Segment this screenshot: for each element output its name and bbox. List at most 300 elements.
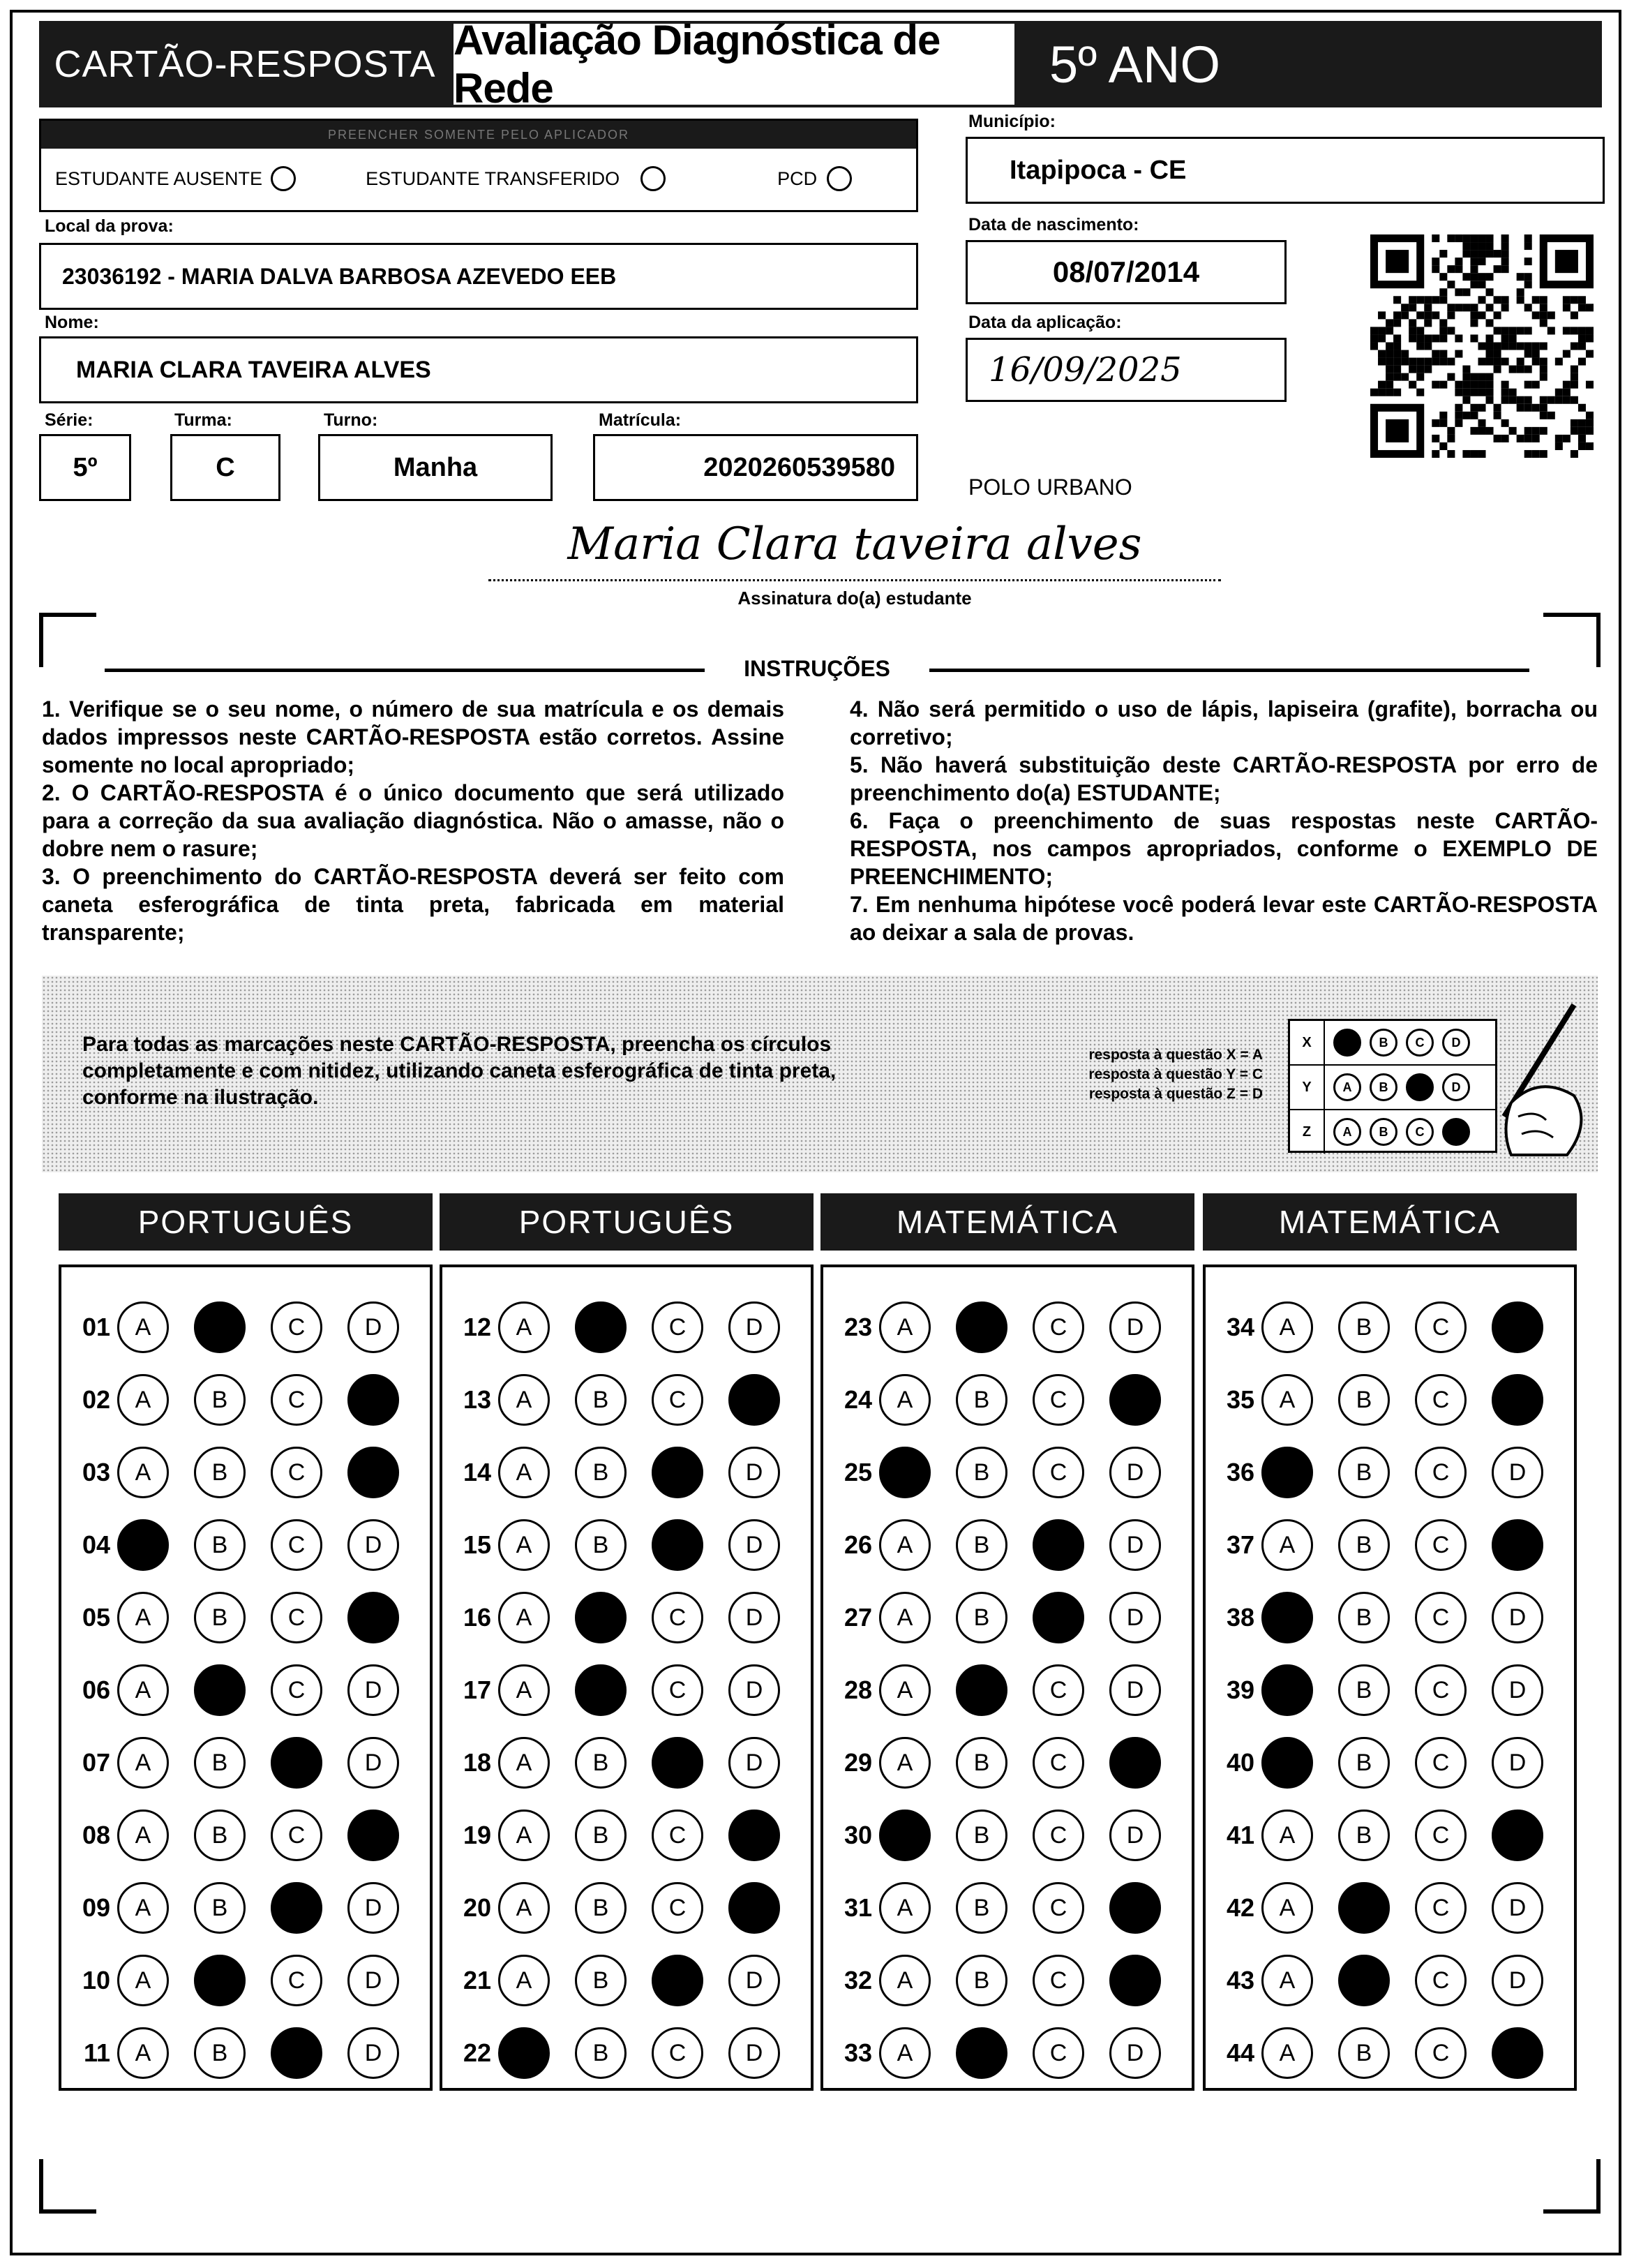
question-number: 18 xyxy=(463,1748,491,1777)
answer-column xyxy=(59,1264,433,2091)
question-row xyxy=(61,1661,424,1719)
subject-header: PORTUGUÊS xyxy=(440,1193,814,1251)
question-number: 40 xyxy=(1226,1748,1254,1777)
answer-bubble-c[interactable]: C xyxy=(652,1810,703,1861)
transferred-label: ESTUDANTE TRANSFERIDO xyxy=(366,167,620,189)
question-row xyxy=(442,1516,805,1574)
answer-bubble-b[interactable]: B xyxy=(194,1810,246,1861)
example-row xyxy=(1290,1110,1495,1154)
example-row-label: Y xyxy=(1290,1066,1325,1109)
answer-bubble-a[interactable]: A xyxy=(498,1592,550,1643)
name-field: MARIA CLARA TAVEIRA ALVES xyxy=(39,336,918,403)
answer-bubble-c[interactable]: C xyxy=(271,1374,322,1426)
answer-bubble-c[interactable]: C xyxy=(271,1301,322,1353)
answer-bubble-b[interactable]: B xyxy=(194,2027,246,2079)
nascimento-field: 08/07/2014 xyxy=(966,240,1287,304)
answer-bubble-a[interactable] xyxy=(1261,1664,1313,1716)
answer-bubble-c[interactable]: C xyxy=(652,2027,703,2079)
example-row-label: Z xyxy=(1290,1110,1325,1154)
question-number: 29 xyxy=(844,1748,872,1777)
question-row xyxy=(823,1951,1186,2010)
answer-bubble-c[interactable]: C xyxy=(1415,2027,1467,2079)
transferred-checkbox[interactable] xyxy=(640,166,666,191)
instruction-item: 7. Em nenhuma hipótese você poderá levar este CARTÃO-RESPOSTA ao deixar a sala de provas. xyxy=(850,892,1598,945)
answer-bubble-c[interactable] xyxy=(652,1737,703,1789)
question-row xyxy=(61,2024,424,2082)
answer-bubble-c[interactable]: C xyxy=(271,1519,322,1571)
question-row xyxy=(823,1443,1186,1502)
answer-bubble-b[interactable]: B xyxy=(575,1810,627,1861)
exam-title: Avaliação Diagnóstica de Rede xyxy=(451,21,1017,107)
answer-bubble-a[interactable]: A xyxy=(498,1810,550,1861)
answer-bubble-b[interactable]: B xyxy=(575,1737,627,1789)
answer-bubble-c[interactable]: C xyxy=(1033,1737,1084,1789)
answer-bubble-d[interactable]: D xyxy=(728,1664,780,1716)
instructions-rule-right xyxy=(929,669,1529,672)
answer-bubble-a[interactable] xyxy=(498,2027,550,2079)
answer-bubble-a[interactable]: A xyxy=(498,1447,550,1498)
question-row xyxy=(823,1733,1186,1792)
answer-bubble-d[interactable] xyxy=(1492,1810,1543,1861)
answer-bubble-d[interactable] xyxy=(347,1374,399,1426)
answer-bubble-b[interactable] xyxy=(1338,1882,1390,1934)
answer-bubble-c[interactable]: C xyxy=(271,1447,322,1498)
answer-bubble-c[interactable]: C xyxy=(271,1810,322,1861)
answer-bubble-a[interactable]: A xyxy=(1261,1301,1313,1353)
answer-bubble-c[interactable]: C xyxy=(1033,1447,1084,1498)
answer-bubble-a[interactable]: A xyxy=(1261,1882,1313,1934)
answer-bubble-b[interactable]: B xyxy=(194,1737,246,1789)
answer-bubble-d[interactable]: D xyxy=(728,2027,780,2079)
answer-bubble-d[interactable] xyxy=(1109,1882,1161,1934)
answer-bubble-d[interactable] xyxy=(728,1810,780,1861)
signature-caption: Assinatura do(a) estudante xyxy=(737,588,972,609)
example-bubble-b: B xyxy=(1370,1073,1397,1101)
answer-bubble-b[interactable]: B xyxy=(575,1447,627,1498)
question-number: 30 xyxy=(844,1821,872,1849)
answer-bubble-d[interactable]: D xyxy=(347,1955,399,2006)
answer-bubble-b[interactable]: B xyxy=(1338,1664,1390,1716)
answer-bubble-d[interactable]: D xyxy=(1492,1737,1543,1789)
answer-bubble-a[interactable]: A xyxy=(117,1955,169,2006)
question-number: 32 xyxy=(844,1966,872,1994)
question-row xyxy=(61,1516,424,1574)
answer-bubble-c[interactable]: C xyxy=(1415,1447,1467,1498)
answer-bubble-d[interactable]: D xyxy=(1109,2027,1161,2079)
example-bubble-c: C xyxy=(1406,1029,1434,1057)
card-title: CARTÃO-RESPOSTA xyxy=(39,21,451,107)
answer-bubble-c[interactable]: C xyxy=(652,1882,703,1934)
answer-bubble-a[interactable]: A xyxy=(879,1882,931,1934)
answer-bubble-d[interactable]: D xyxy=(1109,1664,1161,1716)
question-number: 15 xyxy=(463,1530,491,1559)
answer-bubble-b[interactable]: B xyxy=(1338,1810,1390,1861)
nascimento-label: Data de nascimento: xyxy=(968,215,1139,234)
question-number: 03 xyxy=(82,1458,110,1486)
answer-bubble-c[interactable]: C xyxy=(1033,1301,1084,1353)
answer-bubble-a[interactable]: A xyxy=(1261,1810,1313,1861)
question-number: 02 xyxy=(82,1385,110,1414)
answer-bubble-c[interactable]: C xyxy=(1033,2027,1084,2079)
answer-bubble-a[interactable] xyxy=(879,1447,931,1498)
answer-bubble-c[interactable]: C xyxy=(1415,1737,1467,1789)
example-bubble-d xyxy=(1442,1118,1470,1146)
question-number: 23 xyxy=(844,1313,872,1341)
answer-bubble-a[interactable] xyxy=(117,1519,169,1571)
answer-bubble-c[interactable]: C xyxy=(652,1374,703,1426)
answer-bubble-a[interactable]: A xyxy=(117,1374,169,1426)
answer-bubble-d[interactable]: D xyxy=(347,1664,399,1716)
question-row xyxy=(1206,1951,1568,2010)
answer-bubble-a[interactable] xyxy=(1261,1447,1313,1498)
answer-bubble-b[interactable]: B xyxy=(194,1592,246,1643)
question-row xyxy=(61,1733,424,1792)
question-number: 01 xyxy=(82,1313,110,1341)
question-row xyxy=(1206,2024,1568,2082)
answer-bubble-d[interactable]: D xyxy=(728,1447,780,1498)
answer-bubble-b[interactable]: B xyxy=(575,1882,627,1934)
answer-bubble-a[interactable]: A xyxy=(117,2027,169,2079)
example-bubble-b: B xyxy=(1370,1118,1397,1146)
answer-bubble-a[interactable]: A xyxy=(879,1955,931,2006)
answer-bubble-a[interactable]: A xyxy=(879,1519,931,1571)
question-row xyxy=(61,1879,424,1937)
answer-bubble-a[interactable]: A xyxy=(498,1737,550,1789)
status-box xyxy=(39,119,918,212)
question-number: 12 xyxy=(463,1313,491,1341)
question-row xyxy=(61,1443,424,1502)
answer-bubble-b[interactable] xyxy=(1338,1955,1390,2006)
subject-header: MATEMÁTICA xyxy=(1203,1193,1577,1251)
example-bubble-c: C xyxy=(1406,1118,1434,1146)
answer-bubble-c[interactable]: C xyxy=(1033,1882,1084,1934)
answer-bubble-b[interactable]: B xyxy=(956,1447,1007,1498)
answer-bubble-a[interactable]: A xyxy=(879,1737,931,1789)
answer-bubble-b[interactable]: B xyxy=(194,1519,246,1571)
answer-column xyxy=(440,1264,814,2091)
pen-hand-illustration xyxy=(1497,998,1595,1158)
answer-bubble-c[interactable]: C xyxy=(1415,1664,1467,1716)
question-number: 19 xyxy=(463,1821,491,1849)
answer-bubble-d[interactable]: D xyxy=(1109,1519,1161,1571)
answer-bubble-d[interactable]: D xyxy=(1492,1882,1543,1934)
answer-column xyxy=(1203,1264,1577,2091)
aplicacao-field: 16/09/2025 xyxy=(966,338,1287,402)
instruction-item: 4. Não será permitido o uso de lápis, lapiseira (grafite), borracha ou corretivo; xyxy=(850,696,1598,749)
example-row-label: X xyxy=(1290,1021,1325,1064)
question-number: 04 xyxy=(82,1530,110,1559)
question-number: 26 xyxy=(844,1530,872,1559)
matricula-field: 2020260539580 xyxy=(593,434,918,501)
answer-bubble-c[interactable]: C xyxy=(652,1664,703,1716)
question-number: 38 xyxy=(1226,1603,1254,1632)
answer-bubble-a[interactable]: A xyxy=(117,1737,169,1789)
corner-mark-top-right xyxy=(1543,613,1601,667)
answer-bubble-c[interactable] xyxy=(1033,1592,1084,1643)
answer-bubble-d[interactable]: D xyxy=(1109,1810,1161,1861)
question-number: 07 xyxy=(82,1748,110,1777)
instruction-item: 1. Verifique se o seu nome, o número de sua matrícula e os demais dados impressos neste CARTÃO-RESPOSTA estão corretos. Assine somente no local apropriado; xyxy=(42,696,784,777)
legend-line: resposta à questão X = A xyxy=(1088,1047,1263,1063)
fill-example-grid xyxy=(1288,1019,1497,1153)
question-row xyxy=(442,1298,805,1357)
answer-bubble-b[interactable]: B xyxy=(1338,1301,1390,1353)
question-number: 36 xyxy=(1226,1458,1254,1486)
answer-bubble-a[interactable]: A xyxy=(879,2027,931,2079)
answer-bubble-d[interactable] xyxy=(1492,1374,1543,1426)
question-row xyxy=(1206,1661,1568,1719)
answer-bubble-b[interactable]: B xyxy=(575,1374,627,1426)
answer-bubble-c[interactable]: C xyxy=(1415,1882,1467,1934)
answer-bubble-b[interactable] xyxy=(956,2027,1007,2079)
question-number: 09 xyxy=(82,1893,110,1922)
question-row xyxy=(823,1516,1186,1574)
pcd-checkbox[interactable] xyxy=(827,166,852,191)
question-row xyxy=(1206,1516,1568,1574)
question-row xyxy=(1206,1879,1568,1937)
answer-bubble-a[interactable]: A xyxy=(879,1664,931,1716)
question-row xyxy=(823,2024,1186,2082)
answer-bubble-b[interactable]: B xyxy=(956,1955,1007,2006)
question-row xyxy=(1206,1443,1568,1502)
question-number: 08 xyxy=(82,1821,110,1849)
answer-bubble-c[interactable]: C xyxy=(1415,1955,1467,2006)
corner-mark-bottom-right xyxy=(1543,2159,1601,2214)
legend-line: resposta à questão Y = C xyxy=(1088,1066,1263,1082)
answer-bubble-b[interactable]: B xyxy=(575,2027,627,2079)
answer-bubble-b[interactable]: B xyxy=(1338,1519,1390,1571)
polo-label: POLO URBANO xyxy=(968,475,1132,500)
answer-bubble-b[interactable]: B xyxy=(1338,1592,1390,1643)
answer-bubble-a[interactable]: A xyxy=(498,1374,550,1426)
answer-bubble-d[interactable] xyxy=(1109,1737,1161,1789)
question-number: 17 xyxy=(463,1676,491,1704)
answer-bubble-c[interactable]: C xyxy=(1033,1810,1084,1861)
question-number: 13 xyxy=(463,1385,491,1414)
answer-bubble-b[interactable]: B xyxy=(956,1592,1007,1643)
answer-bubble-d[interactable] xyxy=(347,1447,399,1498)
answer-bubble-c[interactable]: C xyxy=(652,1592,703,1643)
answer-bubble-a[interactable]: A xyxy=(117,1664,169,1716)
answer-bubble-d[interactable]: D xyxy=(728,1955,780,2006)
answer-bubble-a[interactable]: A xyxy=(1261,1374,1313,1426)
question-row xyxy=(442,1879,805,1937)
example-bubble-a: A xyxy=(1333,1073,1361,1101)
answer-bubble-d[interactable]: D xyxy=(1492,1447,1543,1498)
answer-bubble-a[interactable]: A xyxy=(498,1519,550,1571)
answer-bubble-a[interactable]: A xyxy=(117,1592,169,1643)
answer-bubble-b[interactable]: B xyxy=(1338,1737,1390,1789)
answer-bubble-d[interactable] xyxy=(347,1810,399,1861)
question-row xyxy=(61,1371,424,1429)
question-row xyxy=(442,1371,805,1429)
answer-bubble-b[interactable]: B xyxy=(1338,1374,1390,1426)
question-row xyxy=(823,1371,1186,1429)
answer-bubble-c[interactable] xyxy=(271,1737,322,1789)
answer-bubble-d[interactable] xyxy=(1109,1955,1161,2006)
question-number: 25 xyxy=(844,1458,872,1486)
question-number: 05 xyxy=(82,1603,110,1632)
instructions-rule-left xyxy=(105,669,705,672)
absent-checkbox[interactable] xyxy=(271,166,296,191)
question-row xyxy=(442,2024,805,2082)
answer-bubble-a[interactable]: A xyxy=(1261,1955,1313,2006)
answer-bubble-b[interactable]: B xyxy=(1338,2027,1390,2079)
answer-bubble-b[interactable] xyxy=(956,1301,1007,1353)
answer-bubble-c[interactable]: C xyxy=(1415,1592,1467,1643)
answer-bubble-d[interactable]: D xyxy=(728,1519,780,1571)
answer-bubble-d[interactable] xyxy=(1492,1301,1543,1353)
answer-bubble-d[interactable] xyxy=(1492,2027,1543,2079)
question-row xyxy=(442,1951,805,2010)
answer-bubble-b[interactable]: B xyxy=(956,1882,1007,1934)
instruction-item: 3. O preenchimento do CARTÃO-RESPOSTA deverá ser feito com caneta esferográfica de tinta preta, fabricada em material transparente; xyxy=(42,864,784,945)
subject-header: PORTUGUÊS xyxy=(59,1193,433,1251)
answer-bubble-d[interactable]: D xyxy=(1109,1447,1161,1498)
municipio-field: Itapipoca - CE xyxy=(966,137,1605,204)
answer-bubble-b[interactable] xyxy=(575,1301,627,1353)
answer-bubble-c[interactable]: C xyxy=(271,1592,322,1643)
answer-bubble-b[interactable] xyxy=(194,1955,246,2006)
question-row xyxy=(1206,1733,1568,1792)
answer-bubble-d[interactable] xyxy=(728,1374,780,1426)
answer-bubble-b[interactable]: B xyxy=(194,1447,246,1498)
qr-code xyxy=(1370,234,1594,458)
answer-bubble-a[interactable] xyxy=(879,1810,931,1861)
answer-bubble-a[interactable]: A xyxy=(117,1301,169,1353)
turno-field: Manha xyxy=(318,434,553,501)
answer-bubble-c[interactable]: C xyxy=(1033,1664,1084,1716)
example-bubble-a xyxy=(1333,1029,1361,1057)
answer-bubble-b[interactable]: B xyxy=(194,1374,246,1426)
answer-bubble-c[interactable] xyxy=(652,1447,703,1498)
question-row xyxy=(442,1806,805,1865)
answer-bubble-a[interactable] xyxy=(1261,1592,1313,1643)
answer-bubble-c[interactable] xyxy=(1033,1519,1084,1571)
answer-bubble-c[interactable]: C xyxy=(652,1301,703,1353)
question-number: 10 xyxy=(82,1966,110,1994)
question-row xyxy=(823,1298,1186,1357)
answer-bubble-b[interactable]: B xyxy=(956,1737,1007,1789)
answer-bubble-a[interactable]: A xyxy=(879,1592,931,1643)
aplicacao-label: Data da aplicação: xyxy=(968,313,1122,332)
answer-bubble-c[interactable] xyxy=(271,2027,322,2079)
question-row xyxy=(1206,1371,1568,1429)
answer-bubble-b[interactable]: B xyxy=(956,1810,1007,1861)
absent-label: ESTUDANTE AUSENTE xyxy=(55,167,263,189)
answer-bubble-b[interactable] xyxy=(575,1664,627,1716)
question-row xyxy=(1206,1806,1568,1865)
answer-bubble-d[interactable]: D xyxy=(347,1301,399,1353)
answer-bubble-b[interactable] xyxy=(194,1664,246,1716)
answer-bubble-c[interactable]: C xyxy=(271,1664,322,1716)
example-bubble-a: A xyxy=(1333,1118,1361,1146)
answer-bubble-d[interactable]: D xyxy=(1109,1301,1161,1353)
answer-bubble-c[interactable] xyxy=(652,1519,703,1571)
corner-mark-bottom-left xyxy=(39,2159,96,2214)
answer-bubble-b[interactable]: B xyxy=(575,1955,627,2006)
answer-bubble-d[interactable] xyxy=(728,1882,780,1934)
answer-bubble-a[interactable]: A xyxy=(498,1301,550,1353)
instructions-right xyxy=(850,695,1598,946)
corner-mark-top-left xyxy=(39,613,96,667)
fill-example-text: Para todas as marcações neste CARTÃO-RESPOSTA, preencha os círculos completamente e com nitidez, utilizando caneta esferográfica de tinta preta, conforme na ilustração. xyxy=(82,1033,837,1109)
answer-bubble-a[interactable] xyxy=(1261,1737,1313,1789)
answer-bubble-b[interactable]: B xyxy=(194,1882,246,1934)
answer-bubble-d[interactable]: D xyxy=(347,2027,399,2079)
question-row xyxy=(442,1661,805,1719)
answer-bubble-d[interactable]: D xyxy=(728,1737,780,1789)
answer-bubble-b[interactable] xyxy=(956,1664,1007,1716)
answer-bubble-a[interactable]: A xyxy=(1261,1519,1313,1571)
answer-bubble-b[interactable]: B xyxy=(956,1519,1007,1571)
question-number: 31 xyxy=(844,1893,872,1922)
answer-bubble-b[interactable]: B xyxy=(956,1374,1007,1426)
answer-bubble-d[interactable] xyxy=(347,1592,399,1643)
answer-bubble-a[interactable]: A xyxy=(879,1374,931,1426)
legend-line: resposta à questão Z = D xyxy=(1088,1086,1263,1102)
question-number: 22 xyxy=(463,2038,491,2067)
instruction-item: 5. Não haverá substituição deste CARTÃO-RESPOSTA por erro de preenchimento do(a) ESTUDANTE; xyxy=(850,752,1598,805)
answer-bubble-d[interactable]: D xyxy=(1492,1664,1543,1716)
answer-bubble-a[interactable]: A xyxy=(879,1301,931,1353)
answer-bubble-c[interactable] xyxy=(652,1955,703,2006)
answer-bubble-c[interactable]: C xyxy=(271,1955,322,2006)
question-row xyxy=(1206,1298,1568,1357)
answer-bubble-b[interactable] xyxy=(194,1301,246,1353)
answer-bubble-a[interactable]: A xyxy=(117,1447,169,1498)
signature: Maria Clara taveira alves xyxy=(488,516,1221,581)
question-number: 42 xyxy=(1226,1893,1254,1922)
answer-bubble-c[interactable]: C xyxy=(1033,1955,1084,2006)
question-number: 24 xyxy=(844,1385,872,1414)
answer-bubble-b[interactable]: B xyxy=(1338,1447,1390,1498)
question-row xyxy=(823,1879,1186,1937)
answer-bubble-d[interactable]: D xyxy=(347,1737,399,1789)
answer-bubble-a[interactable]: A xyxy=(498,1955,550,2006)
answer-bubble-c[interactable]: C xyxy=(1415,1810,1467,1861)
question-row xyxy=(1206,1588,1568,1647)
answer-bubble-c[interactable]: C xyxy=(1033,1374,1084,1426)
question-row xyxy=(442,1588,805,1647)
answer-bubble-d[interactable]: D xyxy=(1492,1955,1543,2006)
answer-bubble-c[interactable]: C xyxy=(1415,1374,1467,1426)
answer-bubble-d[interactable]: D xyxy=(347,1882,399,1934)
answer-bubble-c[interactable] xyxy=(271,1882,322,1934)
answer-bubble-d[interactable]: D xyxy=(347,1519,399,1571)
answer-bubble-a[interactable]: A xyxy=(498,1882,550,1934)
answer-bubble-d[interactable]: D xyxy=(728,1301,780,1353)
answer-bubble-d[interactable] xyxy=(1109,1374,1161,1426)
matricula-label: Matrícula: xyxy=(599,410,682,430)
answer-bubble-b[interactable] xyxy=(575,1592,627,1643)
answer-bubble-d[interactable] xyxy=(1492,1519,1543,1571)
question-row xyxy=(61,1298,424,1357)
answer-bubble-d[interactable]: D xyxy=(1492,1592,1543,1643)
answer-bubble-c[interactable]: C xyxy=(1415,1301,1467,1353)
answer-bubble-c[interactable]: C xyxy=(1415,1519,1467,1571)
question-row xyxy=(61,1951,424,2010)
answer-bubble-a[interactable]: A xyxy=(117,1882,169,1934)
example-bubble-d: D xyxy=(1442,1073,1470,1101)
answer-bubble-a[interactable]: A xyxy=(498,1664,550,1716)
answer-bubble-a[interactable]: A xyxy=(117,1810,169,1861)
answer-bubble-a[interactable]: A xyxy=(1261,2027,1313,2079)
example-bubble-d: D xyxy=(1442,1029,1470,1057)
answer-bubble-d[interactable]: D xyxy=(1109,1592,1161,1643)
answer-bubble-b[interactable]: B xyxy=(575,1519,627,1571)
answer-bubble-d[interactable]: D xyxy=(728,1592,780,1643)
